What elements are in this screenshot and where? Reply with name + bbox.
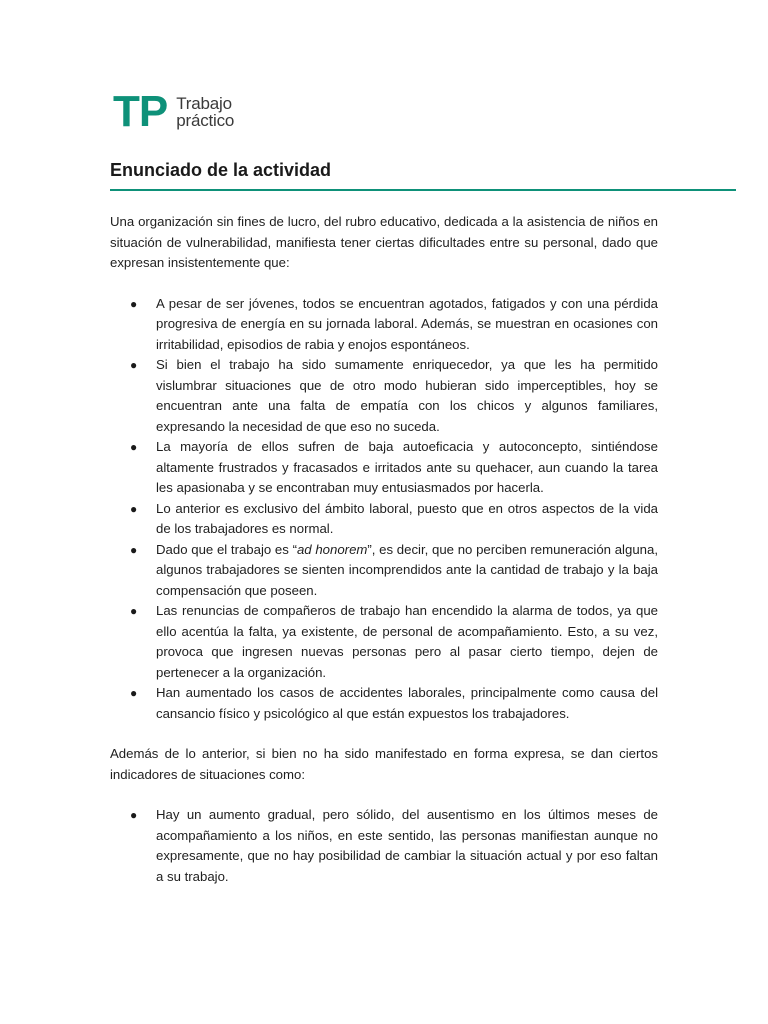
list-item-text bbox=[156, 542, 658, 598]
list-item-text-before: Dado que el trabajo es “ bbox=[156, 541, 297, 557]
list-item-text: La mayoría de ellos sufren de baja autoeficacia y autoconcepto, sintiéndose altamente frustrados y fracasados e irritados ante su quehacer, aun cuando la tarea les apasionaba y se encontraban muy entusiasmados por hacerla. bbox=[156, 439, 658, 495]
list-item bbox=[110, 683, 658, 724]
list-item-text: Hay un aumento gradual, pero sólido, del ausentismo en los últimos meses de acompañamiento a los niños, en este sentido, las personas manifiestan aunque no expresamente, que no hay posibilidad de cambiar la situación actual y por eso faltan a su trabajo. bbox=[156, 807, 658, 884]
indicators-list bbox=[110, 805, 658, 887]
intro-paragraph: Una organización sin fines de lucro, del rubro educativo, dedicada a la asistencia de niños en situación de vulnerabilidad, manifiesta tener ciertas dificultades entre su personal, dado que expresan insistentemente que: bbox=[110, 214, 658, 270]
bullet-icon: ● bbox=[130, 501, 138, 516]
list-item bbox=[110, 601, 658, 683]
list-item-text: Han aumentado los casos de accidentes laborales, principalmente como causa del cansancio físico y psicológico al que están expuestos los trabajadores. bbox=[156, 685, 658, 721]
list-item bbox=[110, 437, 658, 499]
logo-mark: TP bbox=[113, 87, 168, 136]
bullet-icon: ● bbox=[130, 440, 138, 454]
section-divider bbox=[110, 189, 736, 191]
list-item bbox=[110, 805, 658, 887]
bullet-icon: ● bbox=[130, 358, 138, 372]
list-item bbox=[110, 294, 658, 356]
section-title: Enunciado de la actividad bbox=[110, 160, 332, 180]
emphasis-ad-honorem: ad honorem bbox=[296, 541, 368, 557]
list-item-text: A pesar de ser jóvenes, todos se encuentran agotados, fatigados y con una pérdida progresiva de energía en su jornada laboral. Además, se muestran en ocasiones con irritabilidad, episodios de rabia y enojos espontáneos. bbox=[156, 295, 658, 352]
logo-text-line-1: Trabajo bbox=[176, 94, 232, 113]
complaints-list bbox=[110, 294, 658, 725]
list-item bbox=[110, 499, 658, 540]
list-item-text-after: ”, es decir, que no perciben remuneración alguna, algunos trabajadores se sienten incomprendidos ante la cantidad de trabajo y la baja compensación que poseen. bbox=[156, 541, 658, 598]
list-item bbox=[110, 540, 658, 602]
list-item-text: Las renuncias de compañeros de trabajo han encendido la alarma de todos, ya que ello acentúa la falta, ya existente, de personal de acompañamiento. Esto, a su vez, provoca que ingresen nuevas personas pero al pasar cierto tiempo, dejen de pertenecer a la organización. bbox=[156, 603, 658, 680]
second-paragraph: Además de lo anterior, si bien no ha sido manifestado en forma expresa, se dan ciertos indicadores de situaciones como: bbox=[110, 746, 658, 782]
tp-logo bbox=[113, 87, 235, 136]
list-item bbox=[110, 355, 658, 437]
logo-text bbox=[176, 95, 234, 129]
list-item-text: Si bien el trabajo ha sido sumamente enriquecedor, ya que les ha permitido vislumbrar situaciones que de otro modo hubieran sido imperceptibles, hoy se encuentran ante una falta de empatía con los chicos y algunos familiares, expresando la necesidad de que eso no suceda. bbox=[156, 357, 658, 434]
list-item-text: Lo anterior es exclusivo del ámbito laboral, puesto que en otros aspectos de la vida de los trabajadores es normal. bbox=[156, 500, 658, 536]
bullet-icon: ● bbox=[130, 604, 138, 618]
document-body bbox=[110, 212, 658, 887]
bullet-icon: ● bbox=[130, 686, 138, 700]
bullet-icon: ● bbox=[130, 808, 138, 822]
logo-text-line-2: práctico bbox=[176, 111, 235, 130]
bullet-icon: ● bbox=[130, 296, 138, 311]
bullet-icon: ● bbox=[130, 542, 138, 557]
